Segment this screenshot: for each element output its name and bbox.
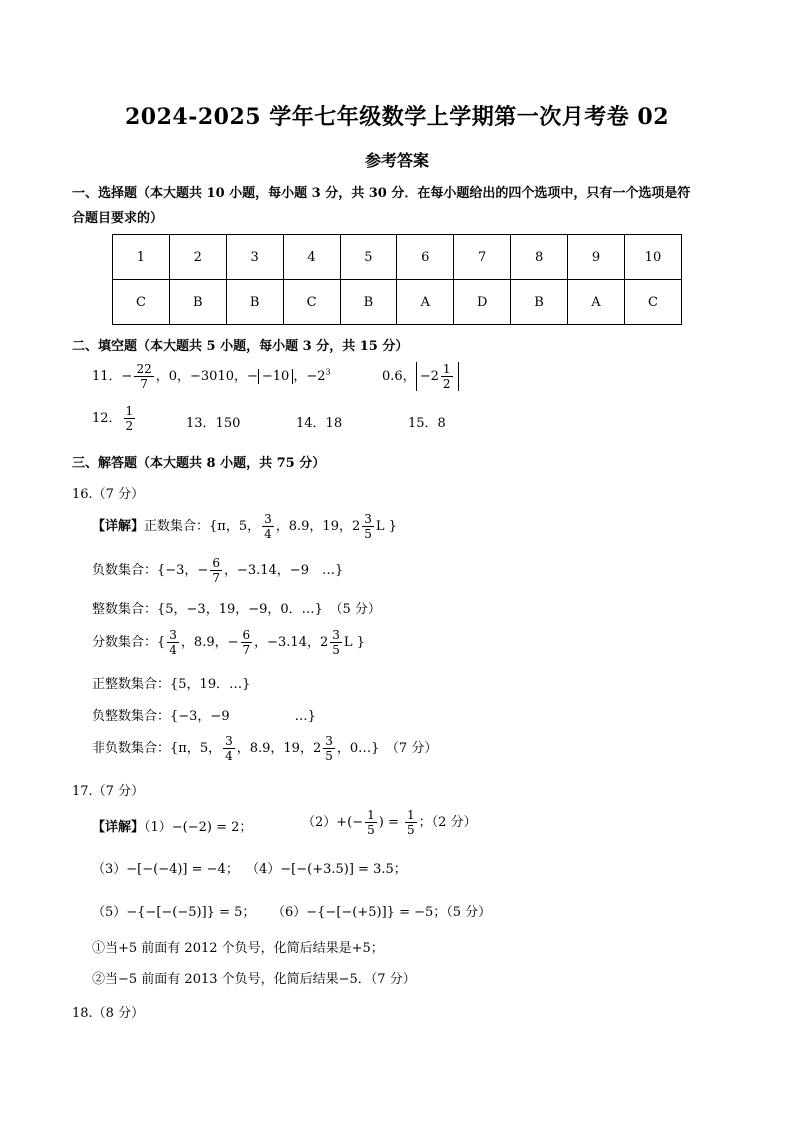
q17-item2-result-num: 1 [407,808,415,822]
q16-neg-denominator: 7 [212,571,220,585]
q17-item2-score: ；（2 分） [418,815,477,830]
q17-part2: （2）+(− $\frac{1}{5}$ ) = $\frac{1}{5}$ ；（2 分） [302,808,477,837]
q11-tail: ，−2 [293,369,326,384]
q17-item4: （4）−[−(+3.5)] = 3.5； [246,862,407,877]
q16-nonneg-text: 非负数集合：{π，5， [92,741,222,756]
q17-item2-fraction [365,808,377,837]
q17-item3: （3）−[−(−4)] = −4； [92,862,239,877]
q11-mixed-fraction [441,362,453,391]
answer-table-number-row [113,235,682,280]
q17-item2-equals: = [388,815,404,830]
q16-nonneg-fraction [223,734,235,763]
question-number-cell: 4 [283,235,340,280]
answer-table [112,234,682,325]
question-number-cell: 2 [169,235,226,280]
question-number-cell: 5 [340,235,397,280]
q12-fraction [124,404,136,433]
q11-fraction [134,362,153,391]
q16-frac-mixed [330,628,342,657]
q16-integer-set: 整数集合：{5，−3，19，−9，0．…} （5 分） [92,602,381,617]
q11-right: 0.6， [382,369,416,384]
q16-pos-denominator: 4 [264,527,272,541]
q17-item2-result-den: 5 [407,823,415,837]
q16-positive-set [92,512,397,541]
answer-cell: D [454,280,511,325]
q16-detail-label: 【详解】 [92,519,145,534]
q13-answer: 13．150 [186,416,241,431]
answer-cell: B [169,280,226,325]
q16-frac-mixed-num: 3 [332,628,340,642]
q11-mixed-denominator: 2 [442,377,451,391]
q16-frac-den2: 7 [242,643,251,657]
q16-label: 16.（7 分） [72,487,145,502]
q16-pos-end: L } [375,519,397,534]
q11-label: 11． [92,369,122,384]
answer-cell: A [397,280,454,325]
q17-conclusion1: ①当+5 前面有 2012 个负号，化简后结果是+5； [92,941,384,956]
q12-label: 12． [92,411,122,426]
answer-cell: B [340,280,397,325]
q16-pos-numerator: 3 [264,512,272,526]
section1-heading-line1: 一、选择题（本大题共 10 小题，每小题 3 分，共 30 分．在每小题给出的四个选项中，只有一个选项是符 [72,186,691,201]
page-title: 2024-2025 学年七年级数学上学期第一次月考卷 02 [124,104,670,130]
q16-nonneg-num: 3 [225,734,233,748]
q16-pos-mixed-denominator: 5 [364,527,372,541]
q12-denominator: 2 [125,419,134,433]
q16-pos-fraction [262,512,274,541]
q11-rest: ，0，−3010，− [155,369,258,384]
q16-frac-mid: ，8.9，− [180,635,239,650]
answer-cell: B [511,280,568,325]
q11-abs-mixed [416,362,459,391]
question-number-cell: 9 [568,235,625,280]
q11-frac-denominator: 7 [140,377,148,391]
q16-pos-mixed-numerator: 3 [364,512,372,526]
q16-frac-den1: 4 [169,643,177,657]
q16-frac-fraction2 [241,628,253,657]
q16-nonneg-mixed-den: 5 [325,749,333,763]
q16-pos-text: 正数集合：{π，5， [144,519,261,534]
q18-label: 18.（8 分） [72,1006,145,1021]
q16-neg-fraction [210,556,222,585]
q11-exponent: 3 [325,367,331,377]
q16-nonneg-mixed-num: 3 [325,734,333,748]
q11-mixed-whole: −2 [419,369,439,384]
q16-nonnegative-set [92,734,437,763]
question-number-cell: 1 [113,235,170,280]
q16-neg-numerator: 6 [212,556,220,570]
section2-heading: 二、填空题（本大题共 5 小题，每小题 3 分，共 15 分） [72,339,409,354]
q16-nonneg-den: 4 [225,749,233,763]
q17-part1 [92,816,252,835]
q17-conclusion2: ②当−5 前面有 2013 个负号，化简后结果−5．（7 分） [92,972,416,987]
answer-cell: A [568,280,625,325]
q16-frac-num1: 3 [169,628,177,642]
q16-frac-text: 分数集合：{ [92,635,166,650]
q16-positive-integer-set: 正整数集合：{5，19．…} [92,677,251,692]
q17-item2-prefix: （2）+ [302,815,348,830]
q16-fraction-set [92,628,365,657]
q16-pos-tail: ，8.9，19，2 [275,519,361,534]
q16-frac-num2: 6 [242,628,251,642]
page-subtitle: 参考答案 [364,151,429,170]
question-number-cell: 3 [226,235,283,280]
answer-cell: C [283,280,340,325]
q16-nonneg-mixed [323,734,335,763]
q11-frac-numerator: 22 [136,362,152,376]
q11-answer: 11．− $\frac{22}{7}$ ，0，−3010，− −10 ，$-2^3$ [92,362,331,391]
q12-answer [92,404,137,433]
question-number-cell: 7 [454,235,511,280]
q17-item2-den: 5 [367,823,375,837]
q16-frac-fraction1 [167,628,179,657]
answer-cell: C [113,280,170,325]
answer-cell: B [226,280,283,325]
question-number-cell: 8 [511,235,568,280]
answer-cell: C [624,280,681,325]
q17-item6: （6）−{−[−(+5)]} = −5；（5 分） [272,905,492,920]
answer-table-answer-row [113,280,682,325]
q12-numerator: 1 [125,404,134,418]
q16-nonneg-end: ，0…} （7 分） [336,741,438,756]
q16-frac-mixed-den: 5 [332,643,340,657]
q16-neg-tail: ，−3.14，−9 …} [223,563,344,578]
q16-frac-end: L } [343,635,365,650]
q16-negative-set [92,556,343,585]
section3-heading: 三、解答题（本大题共 8 小题，共 75 分） [72,456,326,471]
q16-negative-integer-set: 负整数集合：{−3，−9 …} [92,709,316,724]
q16-neg-text: 负数集合：{−3，− [92,563,209,578]
q17-detail-label: 【详解】 [92,820,145,835]
question-number-cell: 6 [397,235,454,280]
q16-pos-mixed [362,512,374,541]
q16-frac-tail: ，−3.14，2 [254,635,329,650]
q11-abs: −10 [258,369,293,384]
q15-answer: 15．8 [408,416,446,431]
q11-mixed-numerator: 1 [442,362,451,376]
q17-item5: （5）−{−[−(−5)]} = 5； [92,905,256,920]
q17-item1: （1）−(−2) = 2； [144,820,253,835]
q17-item2-result [405,808,417,837]
q11-right-answer [382,362,459,391]
question-number-cell: 10 [624,235,681,280]
q16-nonneg-mid: ，8.9，19，2 [236,741,322,756]
section1-heading-line2: 合题目要求的） [72,211,164,226]
q14-answer: 14．18 [296,416,343,431]
q17-label: 17.（7 分） [72,784,145,799]
q17-item2-num: 1 [367,808,375,822]
